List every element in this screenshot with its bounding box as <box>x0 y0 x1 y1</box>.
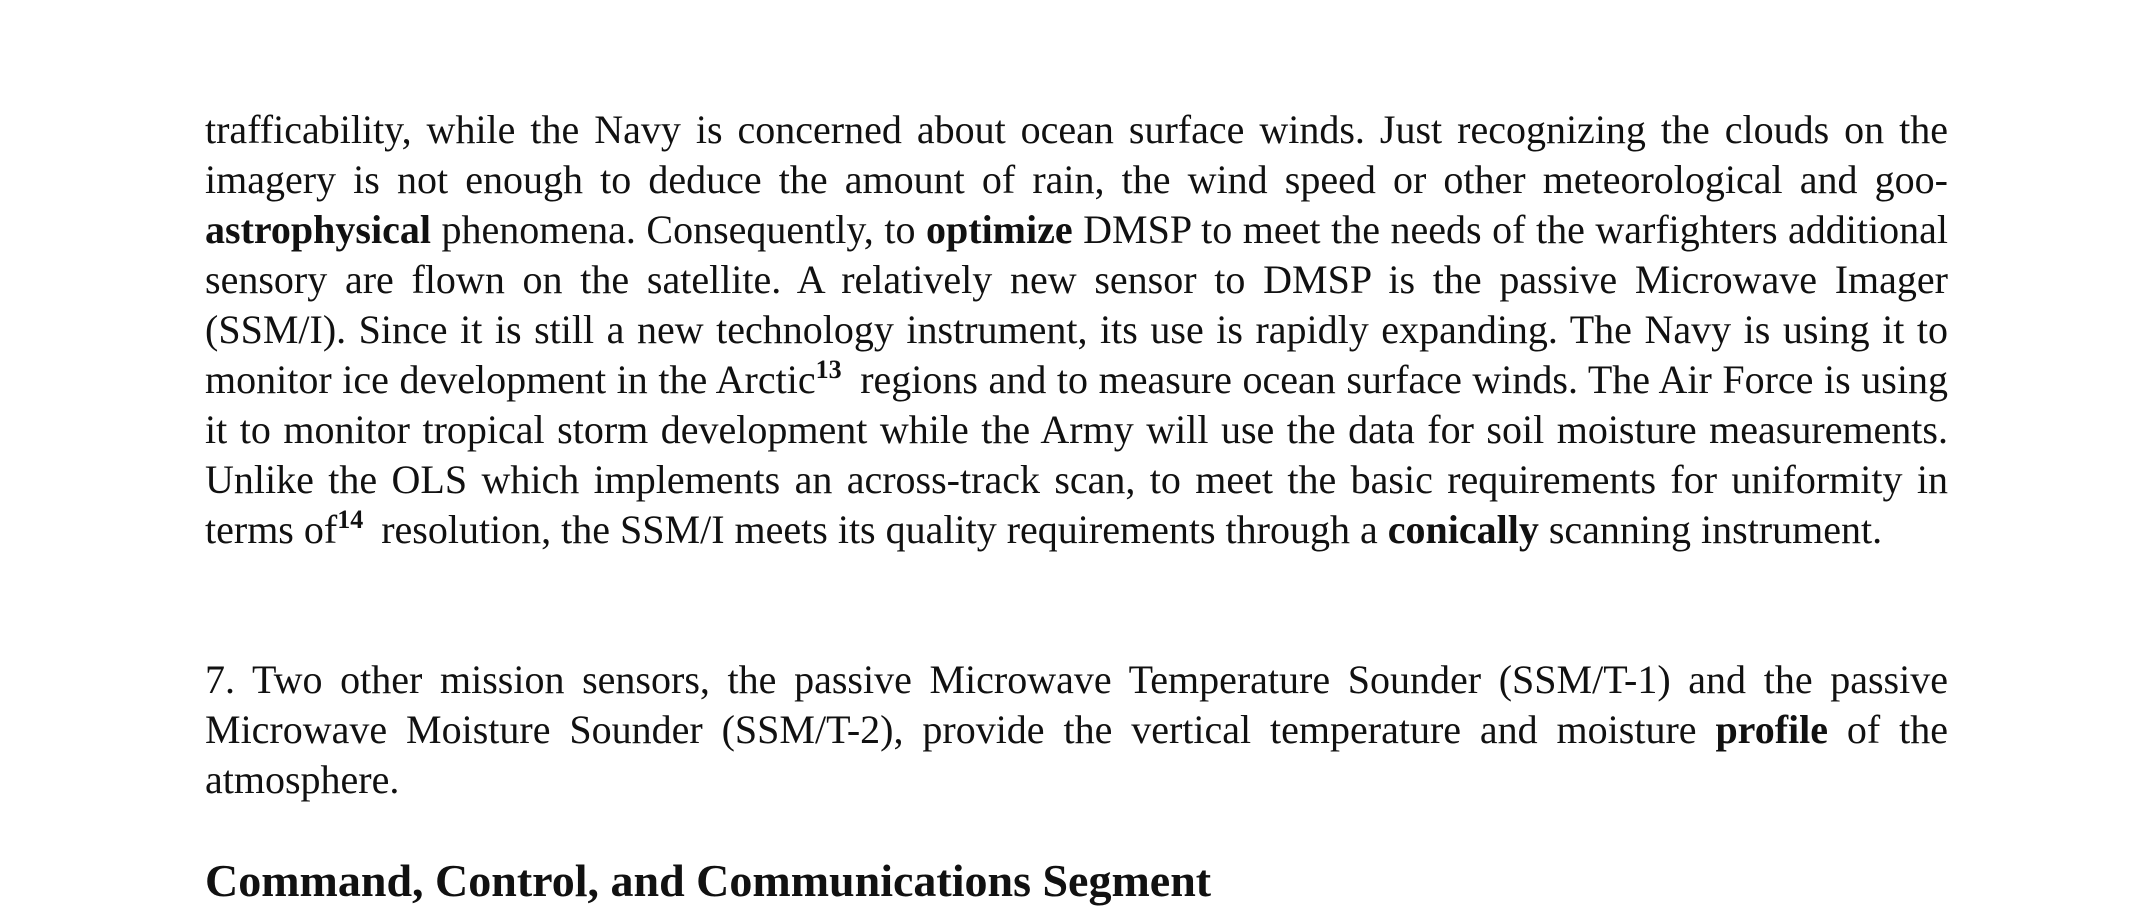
body-paragraph-sensors <box>205 105 1948 555</box>
bold-term: optimize <box>926 207 1073 252</box>
bold-term: conically <box>1387 507 1539 552</box>
bold-term: astrophysical <box>205 207 431 252</box>
text-run: phenomena. Consequently, to <box>430 207 926 252</box>
footnote-marker: 13 <box>815 355 842 384</box>
text-run: trafficability, while the Navy is concerned about ocean surface winds. Just recognizing the clouds on the imagery is not enough to deduce the amount of rain, the wind speed or other meteorological and goo- <box>205 107 1948 202</box>
text-run: 7. Two other mission sensors, the passive Microwave Temperature Sounder (SSM/T-1) and the passive Microwave Moisture Sounder (SSM/T-2), provide the vertical temperature and moisture <box>205 657 1948 752</box>
bold-term: profile <box>1715 707 1829 752</box>
text-run: regions and to measure ocean surface winds. The Air Force is using it to monitor tropical storm development while the Army will use the data for soil moisture measurements. Unlike the OLS which implements an across-track scan, to meet the basic requirements for uniformity in terms of <box>205 357 1948 552</box>
text-run: of the atmosphere. <box>205 707 1948 802</box>
text-run: resolution, the SSM/I meets its quality requirements through a <box>371 507 1388 552</box>
section-heading: Command, Control, and Communications Segment <box>205 855 1212 906</box>
footnote-marker: 14 <box>337 505 364 534</box>
text-run: DMSP to meet the needs of the warfighters additional sensory are flown on the satellite. A relatively new sensor to DMSP is the passive Microwave Imager (SSM/I). Since it is still a new technology instrument, its use is rapidly expanding. The Navy is using it to monitor ice development in the Arctic <box>205 207 1949 402</box>
text-run: scanning instrument. <box>1538 507 1883 552</box>
body-paragraph-mission-sensors <box>205 655 1948 805</box>
